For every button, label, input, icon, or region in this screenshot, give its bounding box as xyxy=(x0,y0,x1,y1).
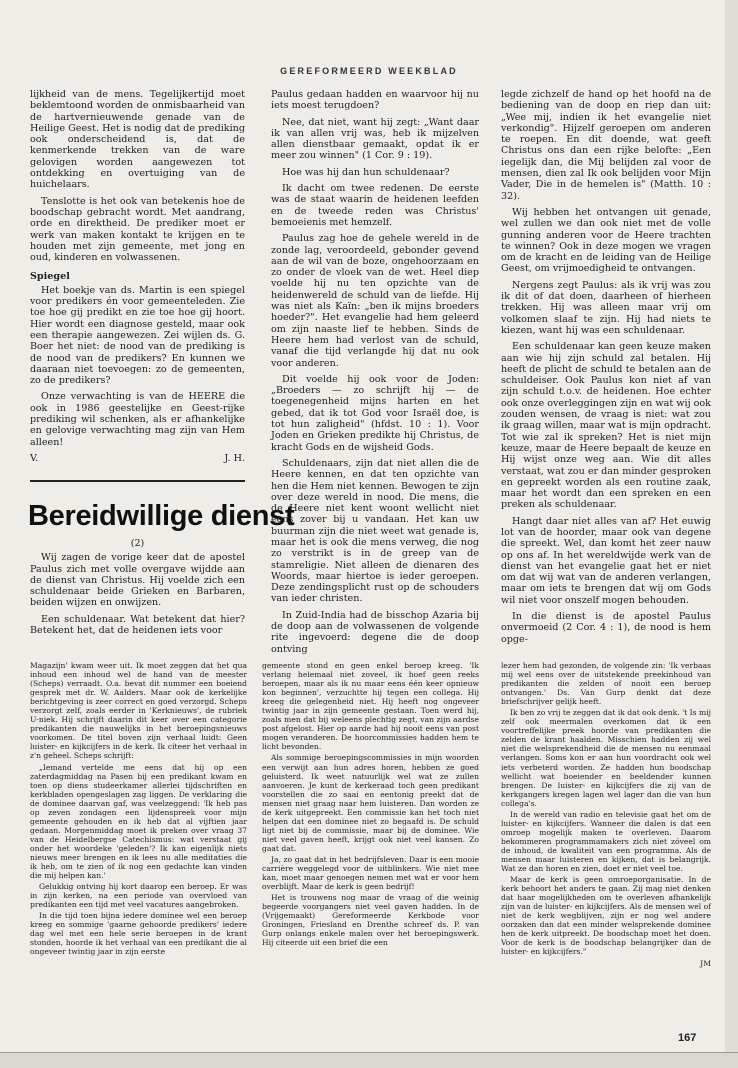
paragraph: Wij hebben het ontvangen uit genade, wel zullen we dan ook niet met de volle gunning anderen voor de Heere trachten te winnen? Ook in deze mogen we vragen om de kracht en de leiding van de Heilige Geest, om vrijmoedigheid te ontvangen. xyxy=(501,206,711,275)
page-bottom-edge xyxy=(0,1052,738,1068)
paragraph: Onze verwachting is van de HEERE die ook in 1986 geestelijke en Geest-rijke prediking wil schenken, als er afhankelijke en gelovige verwachting mag zijn van Hem alleen! xyxy=(30,391,245,448)
section-divider xyxy=(30,480,245,482)
paragraph: „Iemand vertelde me eens dat hij op een zaterdagmiddag na Pasen bij een predikant kwam en toen op diens studeerkamer allerlei tijdschriften en kerkbladen opengeslagen zag liggen. De verklaring die de dominee daarvan gaf, was veelzeggend: 'Ik heb pas op zeven zondagen een lijdenspreek voor mijn gemeente gehouden en ik heb dat al vijftien jaar gedaan. Morgenmiddag moet ik preken over vraag 37 van de Heidelbergse Catechismus: wat verstaat gij onder het woordeke 'geleden'? Ik kan eigenlijk niets nieuws meer brengen en ik lees nu alle meditaties die ik heb, om te zien of ik nog een gedachte kan vinden die mij helpen kan.' xyxy=(30,762,247,881)
column-right xyxy=(501,89,711,645)
paragraph: legde zichzelf de hand op het hoofd na de bediening van de doop en riep dan uit: „Wee mij, indien ik het evangelie niet verkondig". Hijzelf geroepen om anderen te roepen. En dit doende, wat geeft Christus ons dan een rijke belofte: „Een iegelijk dan, die Mij belijden zal voor de mensen, dien zal Ik ook belijden voor Mijn Vader, Die in de hemelen is" (Matth. 10 : 32). xyxy=(501,89,711,202)
paragraph: Paulus zag hoe de gehele wereld in de zonde lag, veroordeeld, gebonder gevend aan de wil van de boze, ongehoorzaam en zo onder de vloek van de wet. Heel diep voelde hij nu ten opzichte van de heidenwereld de schuld van de liefde. Hij was niet als Kaïn: „ben ik mijns broeders hoeder?". Het evangelie had hem geleerd om zijn naaste lief te hebben. Sinds de Heere hem had verlost van de schuld, vanaf die tijd verlangde hij dat nu ook voor anderen. xyxy=(271,233,479,369)
paragraph: Schuldenaars, zijn dat niet allen die de Heere kennen, en dat ten opzichte van hen die Hem niet kennen. Bewogen te zijn over deze wereld in nood. Die mens, die de Heere niet kent woont wellicht niet eens zover bij u vandaan. Het kan uw buurman zijn die niet weet wat genade is, maar het is ook die mens verweg, die nog zo verstrikt is in de greep van de stamreligie. Niet alleen de dienaren des Woords, maar hiertoe is ieder geroepen. Deze zendingsplicht rust op de schouders van ieder christen. xyxy=(271,457,479,605)
paragraph: In die dienst is de apostel Paulus onvermoeid (2 Cor. 4 : 1), de nood is hem opge- xyxy=(501,611,711,645)
paragraph: Wij zagen de vorige keer dat de apostel Paulus zich met volle overgave wijdde aan de dienst van Christus. Hij voelde zich een schuldenaar beide Grieken en Barbaren, beiden wijzen en onwijzen. xyxy=(30,552,245,609)
signature-right: J. H. xyxy=(224,452,245,464)
paragraph: Hangt daar niet alles van af? Het euwig lot van de hoorder, maar ook van degene die spreekt. Wel, dan komt het zeer nauw op ons af. In het wereldwijde werk van de dienst van het evangelie gaat het er niet om dat wij wat van de anderen verlangen, maar om iets te brengen dat wij om Gods wil niet voor onszelf mogen behouden. xyxy=(501,515,711,606)
press-column-middle xyxy=(262,661,479,949)
paragraph: Magazijn' kwam weer uit. Ik moet zeggen dat het qua inhoud een inhoud wel de hand van de meester (Scheps) verraadt. O.a. bevat dit nummer een boeiend gesprek met dr. W. Aalders. Maar ook de kerkelijke berichtgeving is zeer correct en goed verzorgd. Scheps verzorgt zelf, zoals eerder in 'Kerknieuws', de rubriek U-niek. Hij schrijft daarin dit keer over een categorie predikanten die nauwelijks in het beroepingsnieuws voorkomen. De titel boven zijn verhaal luidt: Geen luister- en kijkcijfers in de kerk. Ik citeer het verhaal in z'n geheel. Scheps schrijft: xyxy=(30,661,247,761)
part-number: (2) xyxy=(130,538,145,549)
column-left-article xyxy=(30,536,245,636)
column-middle xyxy=(271,89,479,655)
article-title: Bereidwillige dienst xyxy=(28,500,295,532)
paragraph: Nergens zegt Paulus: als ik vrij was zou ik dit of dat doen, daarheen of hierheen trekken. Hij was alleen maar vrij om volkomen slaaf te zijn. Hij had niets te kiezen, want hij was een schuldenaar. xyxy=(501,279,711,336)
paragraph: Hoe was hij dan hun schuldenaar? xyxy=(282,166,450,178)
masthead: GEREFORMEERD WEEKBLAD xyxy=(280,66,458,76)
paragraph: lezer hem had gezonden, de volgende zin: 'Ik verbaas mij wel eens over de uitstekende preekinhoud van predikanten die zelden of nooit een beroep ontvangen.' Ds. Van Gurp denkt dat deze briefschrijver gelijk heeft. xyxy=(501,661,711,707)
subheading-spiegel: Spiegel xyxy=(30,271,70,283)
paragraph: Als sommige beroepingscommissies in mijn woorden een verwijt aan hun adres horen, hebben ze goed geluisterd. Ik weet natuurlijk wel wat ze zullen aanvoeren. Je kunt de kerkeraad toch geen predikant voorstellen die zo saai en eentonig preekt dat de mensen niet graag naar hem luisteren. Dan worden ze de kerk uitgepreekt. Een commissie kan het toch niet helpen dat een dominee niet zo begaafd is. De schuld ligt niet bij de commissie, maar bij de dominee. Wie niet veel gaven heeft, krijgt ook niet veel kansen. Zo gaat dat. xyxy=(262,753,479,853)
paragraph: Paulus gedaan hadden en waarvoor hij nu iets moest terugdoen? xyxy=(271,89,479,112)
paragraph: Gelukkig ontving hij kort daarop een beroep. Er was in zijn kerken, na een periode van overvloed van predikanten een tijd met veel vacatures aangebroken. xyxy=(30,882,247,910)
paragraph: Een schuldenaar. Wat betekent dat hier? Betekent het, dat de heidenen iets voor xyxy=(30,613,245,637)
signature-left: V. xyxy=(30,452,39,464)
paragraph: In die tijd toen bijna iedere dominee wel een beroep kreeg en sommige 'gaarne gehoorde predikers' iedere dag wel met een hele serie beroepen in de krant stonden, hoorde ik het verhaal van een predikant die al ongeveer twintig jaar in zijn eerste xyxy=(30,911,247,957)
paragraph: Maar de kerk is geen omroeporganisatie. In de kerk behoort het anders te gaan. Zij mag niet denken dat haar mogelijkheden om te overleven afhankelijk zijn van de luister- en kijkcijfers. Als de mensen wel of niet de kerk wegblijven, zijn er nog wel andere oorzaken dan dat een minder welsprekende dominee hen de kerk uitpreekt. De boodschap moet het doen. Voor de kerk is de boodschap belangrijker dan de luister- en kijkcijfers." xyxy=(501,875,711,957)
paragraph: Een schuldenaar kan geen keuze maken aan wie hij zijn schuld zal betalen. Hij heeft de plicht de schuld te betalen aan de schuldeiser. Ook Paulus kon niet af van zijn schuld t.o.v. de heidenen. Hoe echter ook onze overleggingen zijn en wat wij ook zouden wensen, de vraag is niet: wat zou ik graag willen, maar wat is mijn opdracht. Tot wie zal ik spreken? Het is niet mijn keuze, maar de Heere bepaalt de keuze en Hij wijst onze weg aan. Wie dit alles verstaat, wat zou er dan minder gesproken en gepreekt worden als een routine zaak, maar het wordt dan een spreken en een preken als schuldenaar. xyxy=(501,341,711,511)
page-number: 167 xyxy=(678,1032,697,1044)
paragraph: gemeente stond en geen enkel beroep kreeg. 'Ik verlang helemaal niet zoveel, ik hoef geen reeks beroepen, maar als ik nu maar eens één keer opnieuw kon beginnen', verzuchtte hij tegen een collega. Hij kreeg die gelegenheid niet. Hij heeft nog ongeveer twintig jaar in zijn gemeente gestaan. Toen werd hij, zoals men dat bij weleens plechtig zegt, van zijn aardse post afgelost. Hier op aarde had hij nooit eens van post mogen veranderen. De hoorcommissies hadden hem te licht bevonden. xyxy=(262,661,479,752)
paragraph: Tenslotte is het ook van betekenis hoe de boodschap gebracht wordt. Met aandrang, orde en direktheid. De prediker moet er werk van maken kontakt te krijgen en te houden met zijn gemeente, met jong en oud, kinderen en volwassenen. xyxy=(30,195,245,264)
paragraph: Ja, zo gaat dat in het bedrijfsleven. Daar is een mooie carrière weggelegd voor de uitblinkers. Wie niet mee kan, moet maar genoegen nemen met wat er voor hem overblijft. Maar de kerk is geen bedrijf! xyxy=(262,854,479,892)
signature-initials: JM xyxy=(700,958,711,968)
press-column-left xyxy=(30,661,247,959)
paragraph: Het is trouwens nog maar de vraag of die weinig begeerde voorgangers niet veel gaven hadden. In de (Vrijgemaakt) Gereformeerde Kerkbode voor Groningen, Friesland en Drenthe schreef ds. P. van Gurp onlangs enkele malen over het beroepingswerk. Hij citeerde uit een brief die een xyxy=(262,893,479,948)
paragraph: Het boekje van ds. Martin is een spiegel voor predikers én voor gemeenteleden. Zie toe hoe gij predikt en zie toe hoe gij hoort. Hier wordt een diagnose gesteld, maar ook een therapie aangewezen. Zei wijlen ds. G. Boer het niet: de nood van de prediking is de nood van de predikers? En kunnen we daaraan niet toevoegen: zo de gemeenten, zo de predikers? xyxy=(30,284,245,387)
paragraph: Dit voelde hij ook voor de Joden: „Broeders — zo schrijft hij — de toegenegenheid mijns harten en het gebed, dat ik tot God voor Israël doe, is tot hun zaligheid" (hfdst. 10 : 1). Voor Joden en Grieken predikte hij Christus, de kracht Gods en de wijsheid Gods. xyxy=(271,373,479,453)
column-left xyxy=(30,89,245,468)
page-edge xyxy=(725,0,738,1068)
signature-line xyxy=(30,453,245,464)
paragraph: Nee, dat niet, want hij zegt: „Want daar ik van allen vrij was, heb ik mijzelven allen dienstbaar gemaakt, opdat ik er meer zou winnen" (1 Cor. 9 : 19). xyxy=(271,116,479,162)
paragraph: lijkheid van de mens. Tegelijkertijd moet beklemtoond worden de onmisbaarheid van de hartvernieuwende genade van de Heilige Geest. Het is nodig dat de prediking ook onderscheidend is, dat de kenmerkende trekken van de ware gelovigen worden aangewezen tot ontdekking en overtuiging van de huichelaars. xyxy=(30,89,245,191)
press-column-right xyxy=(501,661,711,968)
paragraph: In Zuid-India had de bisschop Azaria bij de doop aan de volwassenen de volgende rite ingevoerd: degene die de doop ontving xyxy=(271,609,479,655)
signature-line xyxy=(501,959,711,968)
paragraph: Ik ben zo vrij te zeggen dat ik dat ook denk. 't Is mij zelf ook meermalen overkomen dat ik een voortreffelijke preek hoorde van predikanten die zelden de krant haalden. Misschien hadden zij wel niet die welsprekendheid die de mensen nu eenmaal verlangen. Soms kon er aan hun voordracht ook wel iets verbeterd worden. Ze hadden hun boodschap wellicht wat boeiender en beeldender kunnen brengen. De luister- en kijkcijfers die zij van de kerkgangers kregen lagen wel lager dan die van hun collega's. xyxy=(501,708,711,808)
paragraph: In de wereld van radio en televisie gaat het om de luister- en kijkcijfers. Wanneer die dalen is dat een omroep mogelijk maken te overleven. Daarom bekommeren programmamakers zich niet zóveel om de inhoud, de kwaliteit van een programma. Als de mensen maar luisteren en kijken, dat is belangrijk. Wat ze dan horen en zien, doet er niet veel toe. xyxy=(501,809,711,874)
paragraph: Ik dacht om twee redenen. De eerste was de staat waarin de heidenen leefden en de tweede reden was Christus' bemoeienis met hemzelf. xyxy=(271,183,479,228)
